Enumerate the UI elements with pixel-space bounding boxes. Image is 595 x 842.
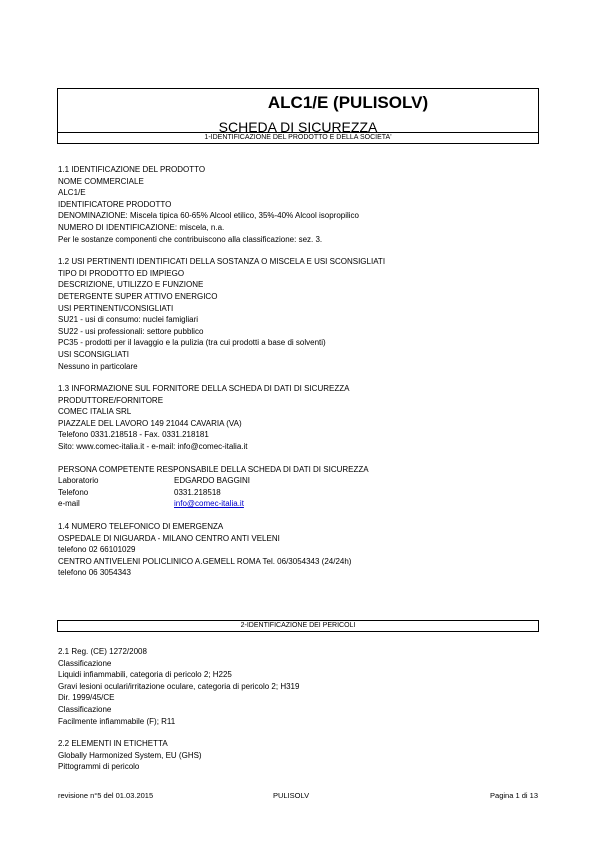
text-line: Gravi lesioni oculari/irritazione oculare, categoria di pericolo 2; H319 bbox=[58, 681, 300, 691]
contact-key: e-mail bbox=[58, 499, 80, 509]
text-line: Liquidi infiammabili, categoria di pericolo 2; H225 bbox=[58, 670, 232, 680]
contact-key: Laboratorio bbox=[58, 476, 99, 486]
contact-row bbox=[58, 475, 538, 487]
text-line: PRODUTTORE/FORNITORE bbox=[58, 395, 164, 405]
text-line: DETERGENTE SUPER ATTIVO ENERGICO bbox=[58, 291, 218, 301]
text-line: 2.2 ELEMENTI IN ETICHETTA bbox=[58, 739, 168, 749]
contact-value: 0331.218518 bbox=[174, 487, 221, 497]
text-line: Sito: www.comec-italia.it - e-mail: info@comec-italia.it bbox=[58, 442, 248, 452]
text-line: 1.4 NUMERO TELEFONICO DI EMERGENZA bbox=[58, 522, 224, 532]
footer-product: PULISOLV bbox=[273, 791, 310, 800]
text-line: 1.2 USI PERTINENTI IDENTIFICATI DELLA SOSTANZA O MISCELA E USI SCONSIGLIATI bbox=[58, 257, 386, 267]
text-line: COMEC ITALIA SRL bbox=[58, 407, 132, 417]
text-line: Facilmente infiammabile (F); R11 bbox=[58, 716, 176, 726]
footer-page-number: Pagina 1 di 13 bbox=[490, 791, 538, 800]
text-line: 1.3 INFORMAZIONE SUL FORNITORE DELLA SCHEDA DI DATI DI SICUREZZA bbox=[58, 384, 350, 394]
text-line: DESCRIZIONE, UTILIZZO E FUNZIONE bbox=[58, 280, 204, 290]
text-line: OSPEDALE DI NIGUARDA - MILANO CENTRO ANTI VELENI bbox=[58, 533, 280, 543]
text-line: IDENTIFICATORE PRODOTTO bbox=[58, 199, 172, 209]
text-line: Classificazione bbox=[58, 704, 112, 714]
text-line: TIPO DI PRODOTTO ED IMPIEGO bbox=[58, 268, 185, 278]
section-2-1-block bbox=[58, 646, 538, 727]
contact-row bbox=[58, 498, 538, 510]
section-1-4-block bbox=[58, 521, 538, 579]
contact-heading: PERSONA COMPETENTE RESPONSABILE DELLA SCHEDA DI DATI DI SICUREZZA bbox=[58, 464, 369, 474]
contact-row bbox=[58, 487, 538, 499]
text-line: 2.1 Reg. (CE) 1272/2008 bbox=[58, 647, 147, 656]
text-line: Nessuno in particolare bbox=[58, 361, 138, 371]
text-line: SU22 - usi professionali: settore pubblico bbox=[58, 326, 204, 336]
contact-value: EDGARDO BAGGINI bbox=[174, 476, 251, 486]
text-line: Dir. 1999/45/CE bbox=[58, 693, 115, 703]
text-line: telefono 06 3054343 bbox=[58, 568, 131, 578]
text-line: Classificazione bbox=[58, 658, 112, 668]
section-1-content bbox=[58, 164, 538, 579]
section-1-2-block bbox=[58, 256, 538, 372]
section-1-3-block bbox=[58, 383, 538, 453]
text-line: Per le sostanze componenti che contribuiscono alla classificazione: sez. 3. bbox=[58, 234, 323, 244]
section-2-bar: 2-IDENTIFICAZIONE DEI PERICOLI bbox=[57, 620, 539, 632]
text-line: ALC1/E bbox=[58, 188, 86, 198]
section-1-1-block bbox=[58, 164, 538, 245]
text-line: PC35 - prodotti per il lavaggio e la pulizia (tra cui prodotti a base di solventi) bbox=[58, 338, 326, 348]
text-line: SU21 - usi di consumo: nuclei famigliari bbox=[58, 315, 199, 325]
document-subtitle: SCHEDA DI SICUREZZA bbox=[218, 119, 378, 135]
text-line: USI PERTINENTI/CONSIGLIATI bbox=[58, 303, 174, 313]
text-line: NUMERO DI IDENTIFICAZIONE: miscela, n.a. bbox=[58, 222, 225, 232]
text-line: CENTRO ANTIVELENI POLICLINICO A.GEMELL ROMA Tel. 06/3054343 (24/24h) bbox=[58, 556, 352, 566]
text-line: telefono 02 66101029 bbox=[58, 545, 136, 555]
text-line: PIAZZALE DEL LAVORO 149 21044 CAVARIA (VA) bbox=[58, 418, 242, 428]
text-line: Pittogrammi di pericolo bbox=[58, 762, 140, 772]
email-link[interactable]: info@comec-italia.it bbox=[174, 499, 244, 509]
text-line: USI SCONSIGLIATI bbox=[58, 349, 129, 359]
section-2-2-block bbox=[58, 738, 538, 773]
text-line: DENOMINAZIONE: Miscela tipica 60-65% Alcool etilico, 35%-40% Alcool isopropilico bbox=[58, 211, 360, 221]
text-line: NOME COMMERCIALE bbox=[58, 176, 144, 186]
contact-key: Telefono bbox=[58, 487, 89, 497]
footer-revision: revisione n°5 del 01.03.2015 bbox=[58, 791, 154, 800]
text-line: 1.1 IDENTIFICAZIONE DEL PRODOTTO bbox=[58, 165, 206, 174]
document-title: ALC1/E (PULISOLV) bbox=[267, 93, 429, 112]
section-2-content bbox=[58, 646, 538, 773]
text-line: Globally Harmonized System, EU (GHS) bbox=[58, 750, 202, 760]
text-line: Telefono 0331.218518 - Fax. 0331.218181 bbox=[58, 430, 209, 440]
section-1-bar: 1-IDENTIFICAZIONE DEL PRODOTTO E DELLA SOCIETA' bbox=[57, 132, 539, 144]
